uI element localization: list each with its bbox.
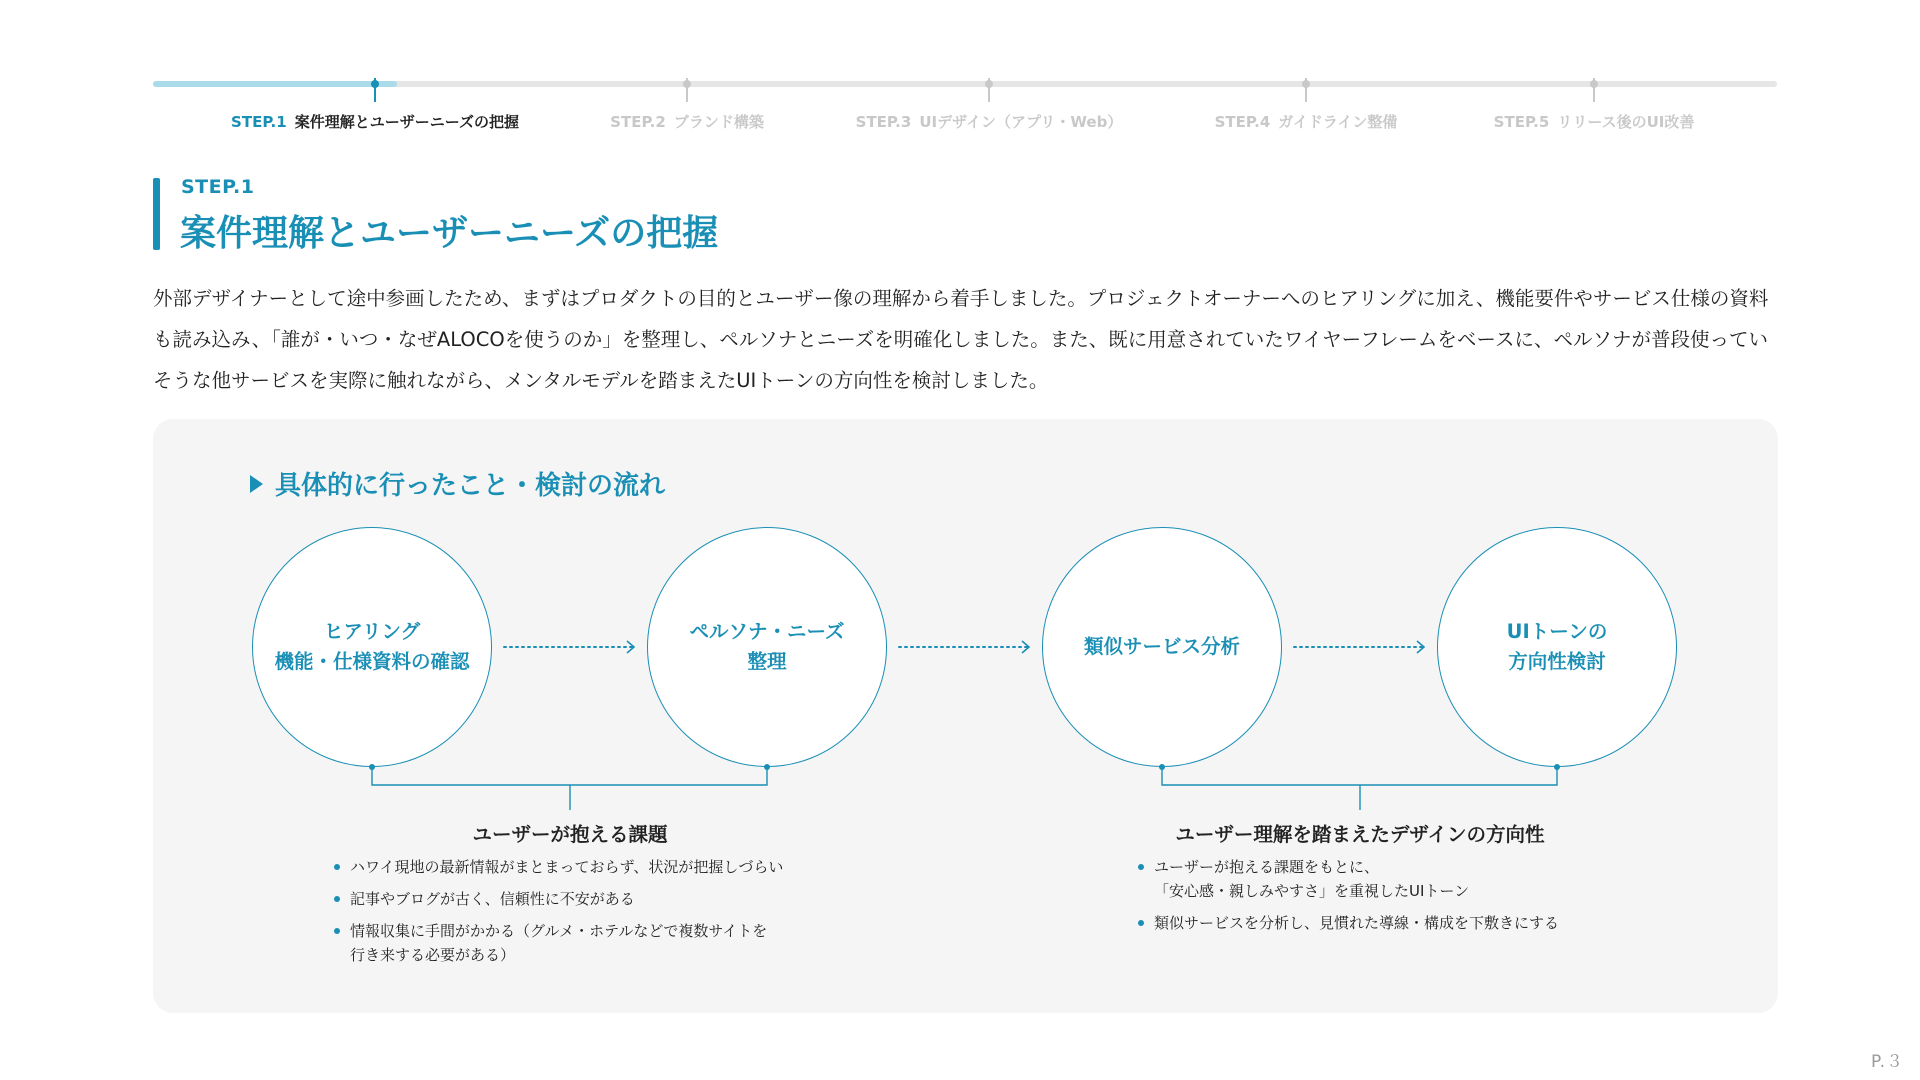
step-marker-1 xyxy=(374,78,376,102)
flow-circle-persona-line2: 整理 xyxy=(747,650,787,673)
step-tab-3[interactable] xyxy=(819,111,1159,132)
flow-circle-hearing-text xyxy=(274,617,469,677)
dotted-arrow-icon xyxy=(1290,636,1430,658)
list-item-text: 類似サービスを分析し、見慣れた導線・構成を下敷きにする xyxy=(1154,914,1560,932)
intro-paragraph: 外部デザイナーとして途中参画したため、まずはプロダクトの目的とユーザー像の理解から着手しました。プロジェクトオーナーへのヒアリングに加え、機能要件やサービス仕様の資料も読み込み、「誰が・いつ・なぜALOCOを使うのか」を整理し、ペルソナとニーズを明確化しました。また、既に用意されていたワイヤーフレームをベースに、ペルソナが普段使っていそうな他サービスを実際に触れながら、メンタルモデルを踏まえたUIトーンの方向性を検討しました。 xyxy=(153,287,1769,392)
flow-circle-ui-tone-text xyxy=(1507,617,1608,677)
title-accent-bar xyxy=(153,178,160,250)
step-tab-5-label: リリース後のUI改善 xyxy=(1557,113,1695,131)
step-tab-4-number: STEP.4 xyxy=(1214,113,1271,131)
step-tab-3-label: UIデザイン（アプリ・Web） xyxy=(919,113,1123,131)
list-item xyxy=(334,855,854,879)
step-dot-4 xyxy=(1302,80,1310,88)
flow-circle-persona-text xyxy=(689,617,844,677)
step-tab-5-number: STEP.5 xyxy=(1493,113,1550,131)
flow-circle-analysis-text xyxy=(1084,632,1240,662)
step-tab-2-number: STEP.2 xyxy=(610,113,666,131)
group-heading-user-issues: ユーザーが抱える課題 xyxy=(472,823,668,846)
step-marker-5 xyxy=(1593,78,1595,102)
list-item-text-cont: 「安心感・親しみやすさ」を重視したUIトーン xyxy=(1154,882,1470,900)
flow-circle-persona xyxy=(647,527,887,767)
group-heading-design-direction: ユーザー理解を踏まえたデザインの方向性 xyxy=(1175,823,1545,846)
step-tab-1-number: STEP.1 xyxy=(231,113,287,131)
flow-circle-ui-tone-line1: UIトーンの xyxy=(1506,620,1608,643)
flow-heading xyxy=(250,465,665,502)
bullet-list-design-direction xyxy=(1138,855,1658,943)
step-dot-5 xyxy=(1590,80,1598,88)
step-tab-1[interactable] xyxy=(205,111,545,132)
page-title: 案件理解とユーザーニーズの把握 xyxy=(180,213,719,254)
list-item-text: ハワイ現地の最新情報がまとまっておらず、状況が把握しづらい xyxy=(350,858,784,876)
progress-track xyxy=(153,81,1777,87)
step-tab-4-label: ガイドライン整備 xyxy=(1278,113,1398,131)
step-tab-1-label: 案件理解とユーザーニーズの把握 xyxy=(294,113,519,131)
flow-circle-hearing xyxy=(252,527,492,767)
step-dot-1 xyxy=(371,80,379,88)
step-tab-2-label: ブランド構築 xyxy=(673,113,764,131)
dotted-arrow-icon xyxy=(500,636,640,658)
flow-circle-ui-tone xyxy=(1437,527,1677,767)
list-item xyxy=(1138,855,1658,903)
list-item xyxy=(334,887,854,911)
bullet-list-user-issues xyxy=(334,855,854,975)
flow-circle-hearing-line1: ヒアリング xyxy=(323,620,421,643)
page-number: P.３ xyxy=(1870,1052,1904,1072)
step-dot-2 xyxy=(683,80,691,88)
flow-circle-ui-tone-line2: 方向性検討 xyxy=(1508,650,1606,673)
list-item-text: 記事やブログが古く、信頼性に不安がある xyxy=(350,890,635,908)
progress-fill xyxy=(153,81,397,87)
flow-circle-analysis xyxy=(1042,527,1282,767)
step-marker-2 xyxy=(686,78,688,102)
flow-circle-persona-line1: ペルソナ・ニーズ xyxy=(689,620,845,643)
list-item xyxy=(334,919,854,967)
triangle-right-icon xyxy=(250,475,263,493)
section-eyebrow: STEP.1 xyxy=(181,176,255,198)
step-marker-4 xyxy=(1305,78,1307,102)
dotted-arrow-icon xyxy=(895,636,1035,658)
list-item-text-cont: 行き来する必要がある） xyxy=(350,946,516,964)
step-dot-3 xyxy=(985,80,993,88)
flow-circle-analysis-line1: 類似サービス分析 xyxy=(1083,635,1240,658)
list-item-text: ユーザーが抱える課題をもとに、 xyxy=(1154,858,1380,876)
step-tab-3-number: STEP.3 xyxy=(855,113,912,131)
flow-heading-label: 具体的に行ったこと・検討の流れ xyxy=(275,471,666,501)
list-item xyxy=(1138,911,1658,935)
flow-circle-hearing-line2: 機能・仕様資料の確認 xyxy=(274,650,470,673)
step-marker-3 xyxy=(988,78,990,102)
step-tab-2[interactable] xyxy=(517,111,857,132)
list-item-text: 情報収集に手間がかかる（グルメ・ホテルなどで複数サイトを xyxy=(350,922,768,940)
step-tab-5[interactable] xyxy=(1424,111,1764,132)
